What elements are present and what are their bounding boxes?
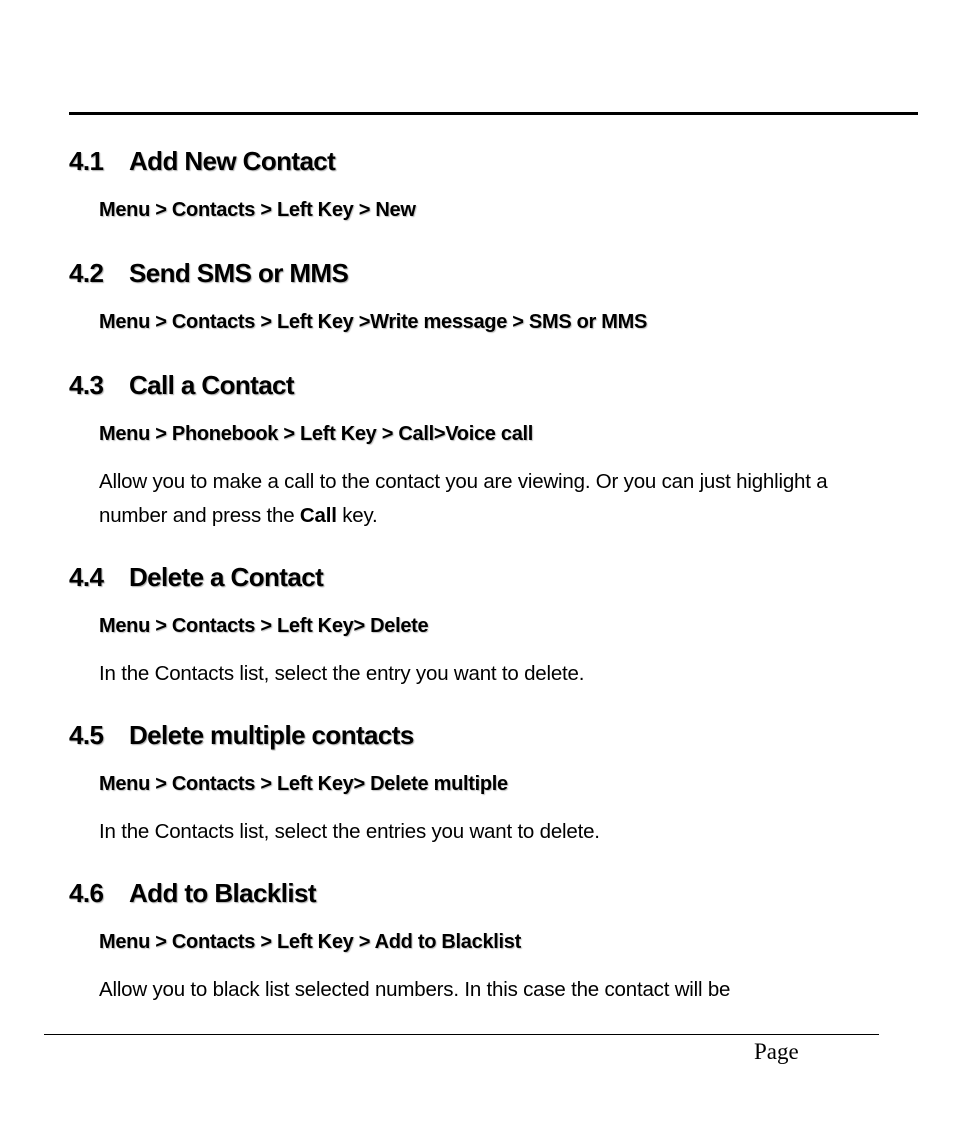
header-rule bbox=[69, 112, 918, 115]
section-heading-4-2 bbox=[69, 258, 348, 289]
section-heading-4-3 bbox=[69, 370, 294, 401]
section-number: 4.5 bbox=[69, 720, 104, 750]
section-heading-4-5 bbox=[69, 720, 414, 751]
section-description-4-6: Allow you to black list selected numbers. In this case the contact will be bbox=[99, 978, 731, 1001]
menu-path-4-5: Menu > Contacts > Left Key> Delete multiple bbox=[99, 773, 508, 795]
menu-path-4-1: Menu > Contacts > Left Key > New bbox=[99, 199, 416, 221]
section-number: 4.1 bbox=[69, 146, 104, 176]
section-title: Delete multiple contacts bbox=[129, 720, 414, 750]
section-heading-4-6 bbox=[69, 878, 316, 909]
menu-path-4-3: Menu > Phonebook > Left Key > Call>Voice call bbox=[99, 423, 534, 445]
section-number: 4.3 bbox=[69, 370, 104, 400]
section-title: Send SMS or MMS bbox=[129, 258, 349, 288]
section-title: Call a Contact bbox=[129, 370, 294, 400]
section-title: Delete a Contact bbox=[129, 562, 324, 592]
footer-rule bbox=[44, 1034, 879, 1035]
section-description-4-4: In the Contacts list, select the entry you want to delete. bbox=[99, 662, 585, 685]
page-label: Page bbox=[754, 1039, 799, 1064]
menu-path-4-2: Menu > Contacts > Left Key >Write message > SMS or MMS bbox=[99, 311, 648, 333]
section-description-4-5: In the Contacts list, select the entries you want to delete. bbox=[99, 820, 600, 843]
section-title: Add New Contact bbox=[129, 146, 336, 176]
section-heading-4-1 bbox=[69, 146, 335, 177]
section-number: 4.6 bbox=[69, 878, 104, 908]
section-heading-4-4 bbox=[69, 562, 323, 593]
menu-path-4-4: Menu > Contacts > Left Key> Delete bbox=[99, 615, 429, 637]
menu-path-4-6: Menu > Contacts > Left Key > Add to Blacklist bbox=[99, 931, 521, 953]
section-number: 4.2 bbox=[69, 258, 104, 288]
section-description-4-3: Allow you to make a call to the contact you are viewing. Or you can just highlight a number and press the Call key. bbox=[99, 470, 828, 527]
section-number: 4.4 bbox=[69, 562, 104, 592]
call-key-label: Call bbox=[299, 504, 337, 527]
section-title: Add to Blacklist bbox=[129, 878, 316, 908]
